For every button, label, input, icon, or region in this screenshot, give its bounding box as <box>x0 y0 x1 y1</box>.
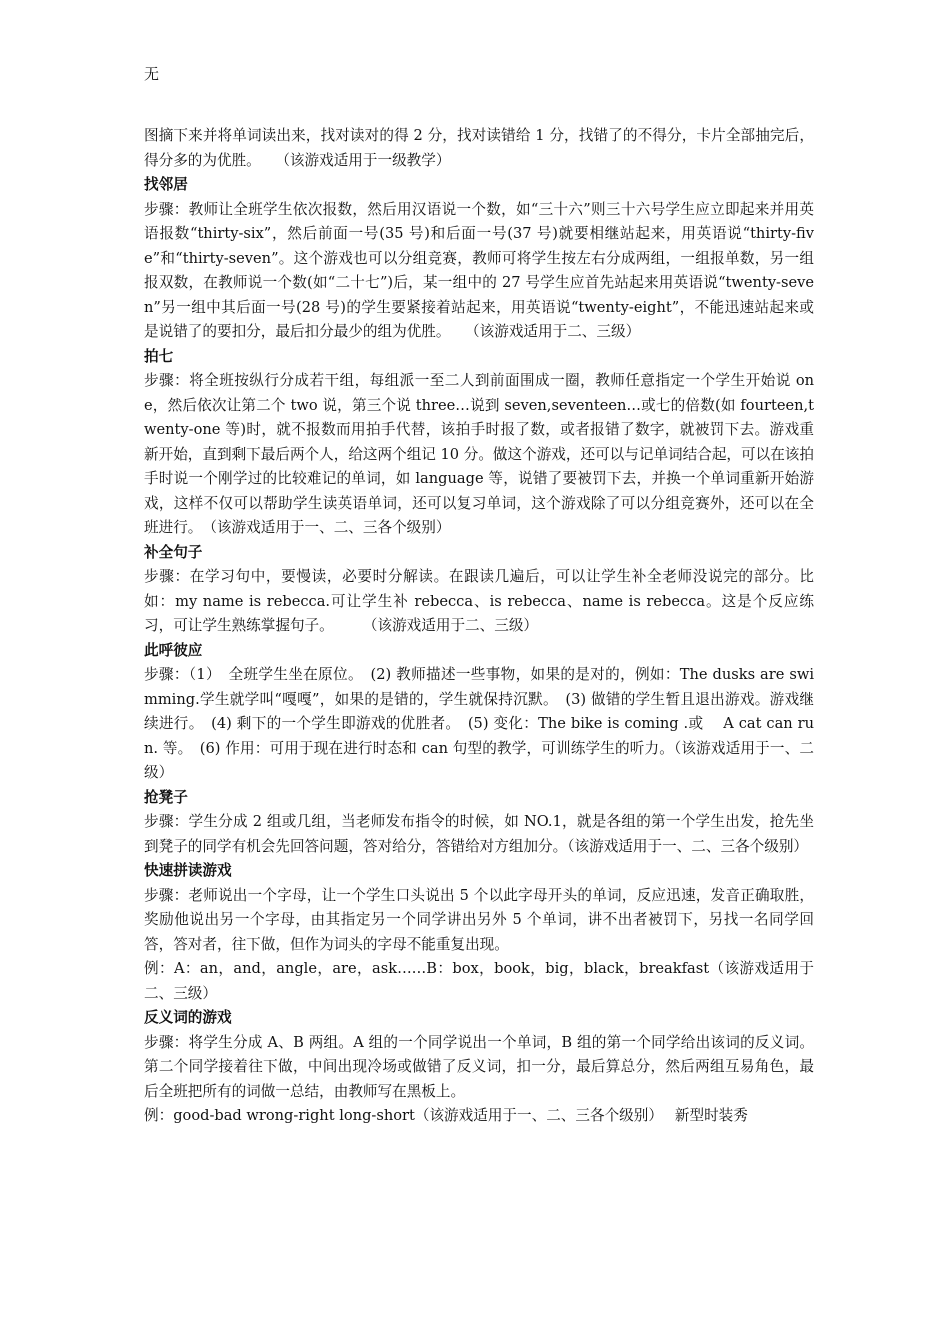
page-content <box>144 62 814 1129</box>
section-title-call-response: 此呼彼应 <box>144 641 203 659</box>
intro-paragraph: 图摘下来并将单词读出来，找对读对的得 2 分，找对读错给 1 分，找错了的不得分，卡片全部抽完后，得分多的为优胜。 （该游戏适用于一级教学） <box>144 127 814 169</box>
section-title-quick-spelling: 快速拼读游戏 <box>144 862 232 879</box>
section-example-antonyms: 例：good-bad wrong-right long-short（该游戏适用于一、二、三各个级别） 新型时装秀 <box>144 1107 748 1124</box>
section-title-clap-seven: 拍七 <box>144 347 174 365</box>
section-body-find-neighbor: 步骤：教师让全班学生依次报数，然后用汉语说一个数，如“三十六”则三十六号学生应立即起来并用英语报数“thirty-six”，然后前面一号(35 号)和后面一号(37 号)就要相继站起来，用英语说“thirty-five”和“thirty-seven”。这个游戏也可以分组竞赛，教师可将学生按左右分成两组，一组报单数，另一组报双数，在教师说一个数(如“二十七”)后，某一组中的 27 号学生应首先站起来用英语说“twenty-seven”另一组中其后面一号(28 号)的学生要紧接着站起来，用英语说“twenty-eight”，不能迅速站起来或是说错了的要扣分，最后扣分最少的组为优胜。 （该游戏适用于二、三级） <box>144 200 814 340</box>
section-example-quick-spelling: 例：A：an，and，angle，are，ask……B：box，book，big，black，breakfast（该游戏适用于二、三级） <box>144 960 814 1002</box>
section-body-grab-stool: 步骤：学生分成 2 组或几组，当老师发布指令的时候，如 NO.1，就是各组的第一个学生出发，抢先坐到凳子的同学有机会先回答问题，答对给分，答错给对方组加分。（该游戏适用于一、二、三各个级别） <box>144 813 814 855</box>
section-body-call-response: 步骤：（1） 全班学生坐在原位。 (2) 教师描述一些事物，如果的是对的，例如：The dusks are swimming.学生就学叫“嘎嘎”，如果的是错的，学生就保持沉默。 (3) 做错的学生暂且退出游戏。游戏继续进行。 (4) 剩下的一个学生即游戏的优胜者。 (5) 变化：The bike is coming .或 A cat can run. 等。 (6) 作用：可用于现在进行时态和 can 句型的教学，可训练学生的听力。（该游戏适用于一、二级） <box>144 666 814 781</box>
section-body-quick-spelling: 步骤：老师说出一个字母，让一个学生口头说出 5 个以此字母开头的单词，反应迅速，发音正确取胜，奖励他说出另一个字母，由其指定另一个同学讲出另外 5 个单词，讲不出者被罚下，另找一名同学回答，答对者，往下做，但作为词头的字母不能重复出现。 <box>144 886 814 953</box>
page-header: 无 <box>144 65 160 83</box>
document-body <box>144 124 814 1129</box>
section-body-antonyms: 步骤：将学生分成 A、B 两组。A 组的一个同学说出一个单词，B 组的第一个同学给出该词的反义词。第二个同学接着往下做，中间出现冷场或做错了反义词，扣一分，最后算总分，然后两组互易角色，最后全班把所有的词做一总结，由教师写在黑板上。 <box>144 1033 814 1100</box>
section-title-find-neighbor: 找邻居 <box>144 176 188 193</box>
section-body-clap-seven: 步骤：将全班按纵行分成若干组，每组派一至二人到前面围成一圈，教师任意指定一个学生开始说 one，然后依次让第二个 two 说，第三个说 three…说到 seven,seventeen…或七的倍数(如 fourteen,twenty-one 等)时，就不报数而用拍手代替，该拍手时报了数，或者报错了数字，就被罚下去。游戏重新开始，直到剩下最后两个人，给这两个组记 10 分。做这个游戏，还可以与记单词结合起，可以在该拍手时说一个刚学过的比较难记的单词，如 language 等，说错了要被罚下去，并换一个单词重新开始游戏，这样不仅可以帮助学生读英语单词，还可以复习单词，这个游戏除了可以分组竞赛外，还可以在全班进行。 （该游戏适用于一、二、三各个级别） <box>144 372 814 536</box>
section-title-complete-sentence: 补全句子 <box>144 543 203 561</box>
section-title-antonyms: 反义词的游戏 <box>144 1009 232 1026</box>
section-title-grab-stool: 抢凳子 <box>144 788 188 806</box>
section-body-complete-sentence: 步骤：在学习句中，要慢读，必要时分解读。在跟读几遍后，可以让学生补全老师没说完的部分。比如：my name is rebecca.可让学生补 rebecca、is rebecca、name is rebecca。这是个反应练习，可让学生熟练掌握句子。 （该游戏适用于二、三级） <box>144 568 814 634</box>
